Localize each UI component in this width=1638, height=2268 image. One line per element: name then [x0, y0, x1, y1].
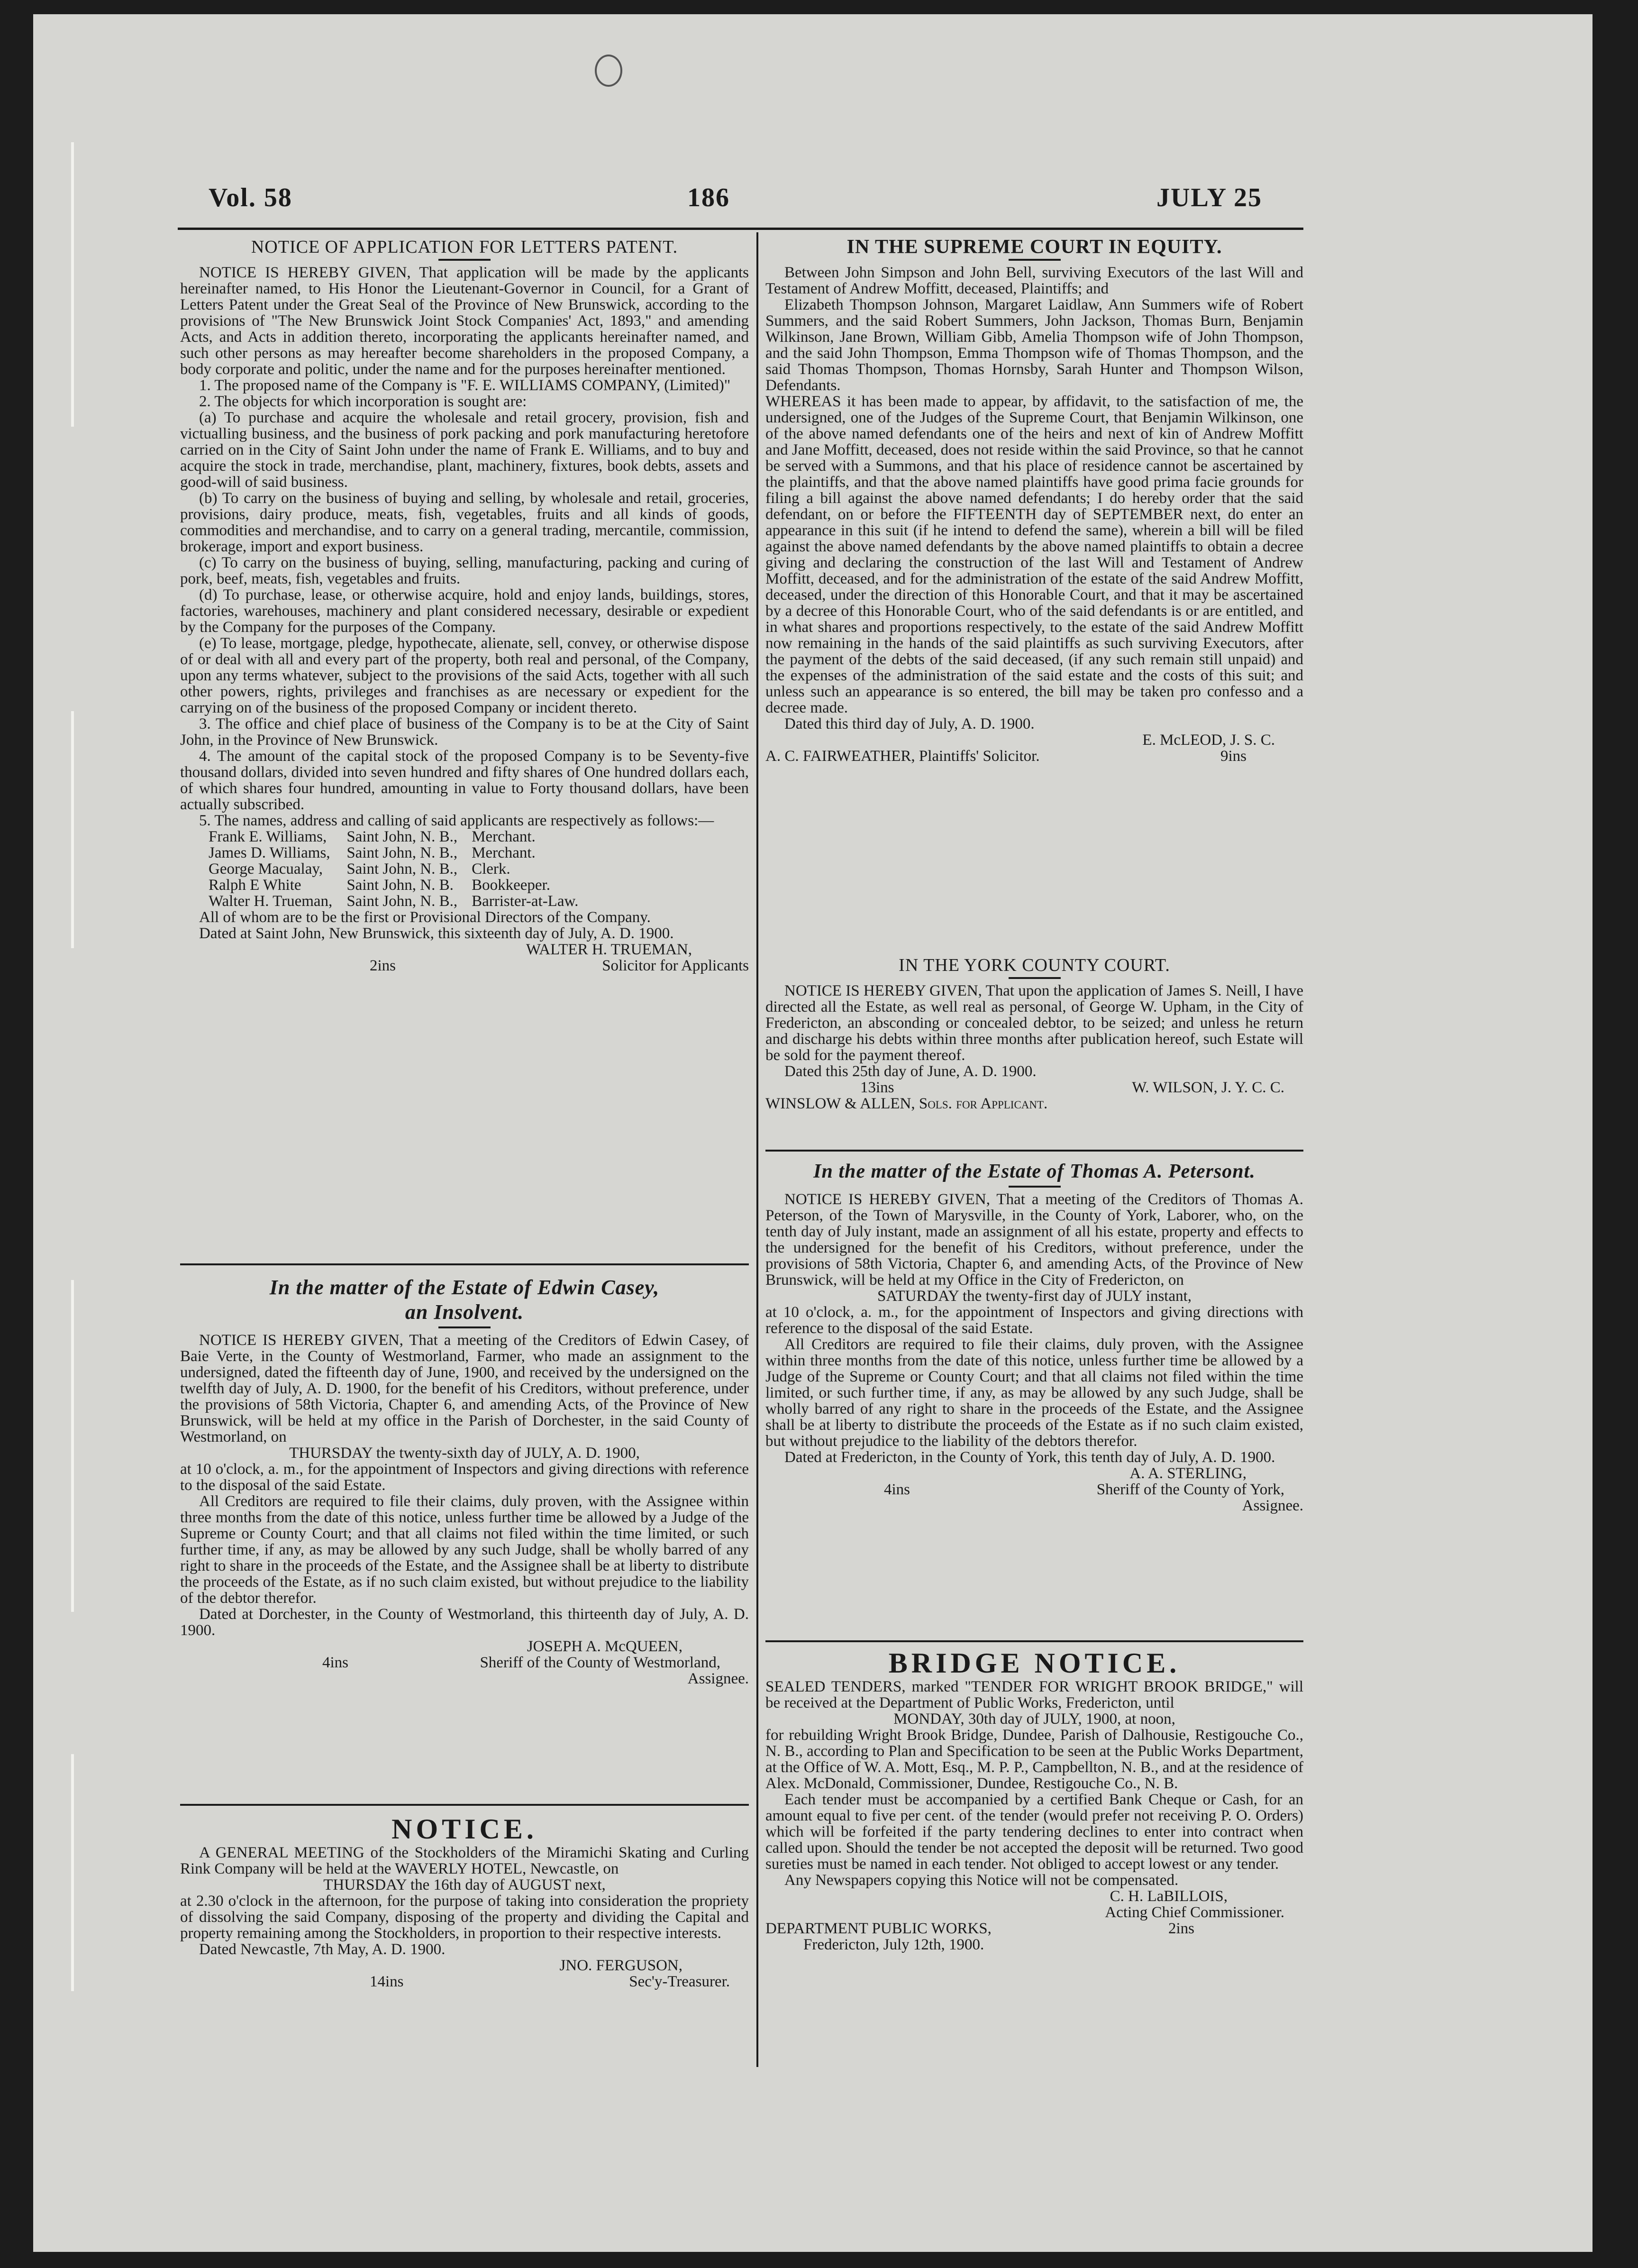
patent-object-e: (e) To lease, mortgage, pledge, hypothecate, alienate, sell, convey, or otherwise dispose of or deal with all and every part of the property, both real and personal, of the Company, upon any terms whatever, subject to the provisions of the said Acts, together with all such other powers, rights, privileges and franchises as are necessary or expedient for the carrying on of the business of the proposed Company or incident thereto. — [180, 635, 749, 716]
patent-item-5: 5. The names, address and calling of said applicants are respectively as follows:— — [199, 812, 714, 829]
patent-notice — [180, 237, 749, 1252]
patent-directors: All of whom are to be the first or Provisional Directors of the Company. — [199, 909, 651, 926]
applicant-calling: Merchant. — [472, 844, 536, 861]
insertion-count: 13ins — [860, 1079, 894, 1096]
peterson-signature-line — [765, 1482, 1303, 1498]
short-rule — [1009, 259, 1061, 261]
casey-signature-line — [180, 1655, 749, 1671]
applicant-name: Walter H. Trueman, — [209, 893, 333, 910]
insertion-count: 4ins — [322, 1654, 349, 1671]
binding-thread — [71, 1280, 74, 1612]
casey-title-1: In the matter of the Estate of Edwin Casey, — [269, 1276, 660, 1299]
section-rule — [180, 1804, 749, 1806]
applicant-name: Frank E. Williams, — [209, 828, 327, 845]
patent-object-a: (a) To purchase and acquire the wholesale and retail grocery, provision, fish and victualling business, and the business of pork packing and pork manufacturing heretofore carried on in the City of Saint John under the name of Frank E. Williams, and to buy and acquire the stock in trade, merchandise, plant, machinery, fixtures, book debts, assets and good-will of said business. — [180, 409, 749, 491]
applicants-table — [209, 829, 592, 909]
insertion-count: 2ins — [1168, 1920, 1194, 1937]
applicant-calling: Merchant. — [472, 828, 536, 845]
bridge-newspapers: Any Newspapers copying this Notice will not be compensated. — [784, 1872, 1179, 1889]
insertion-count: 14ins — [370, 1973, 404, 1990]
patent-signature-line — [180, 958, 749, 974]
notice-signature-line — [180, 1974, 749, 1990]
equity-dated: Dated this third day of July, A. D. 1900. — [784, 715, 1035, 732]
signer-role: Sheriff of the County of York, — [1096, 1481, 1284, 1498]
signer-role: Acting Chief Commissioner. — [1105, 1904, 1284, 1921]
applicant-name: Ralph E White — [209, 877, 301, 894]
applicant-place: Saint John, N. B., — [346, 893, 458, 910]
section-rule — [765, 1150, 1303, 1152]
binding-thread — [71, 711, 74, 948]
insertion-count: 4ins — [884, 1481, 910, 1498]
patent-item-4: 4. The amount of the capital stock of the proposed Company is to be Seventy-five thousand dollars, divided into seven hundred and fifty shares of One hundred dollars each, of which shares four hundred, amounting in value to Forty thousand dollars, have been actually subscribed. — [180, 748, 749, 813]
signer-role: Sec'y-Treasurer. — [629, 1973, 730, 1990]
bridge-department: DEPARTMENT PUBLIC WORKS, — [765, 1920, 992, 1937]
applicant-place: Saint John, N. B., — [346, 844, 458, 861]
equity-judge: E. McLEOD, J. S. C. — [1142, 732, 1275, 749]
applicant-name: James D. Williams, — [209, 844, 330, 861]
casey-intro: NOTICE IS HEREBY GIVEN, That a meeting of the Creditors of Edwin Casey, of Baie Verte, in the County of Westmorland, Farmer, who made an assignment to the undersigned, dated the fifteenth day of June, 1900, and received by the undersigned on the twelfth day of July, A. D. 1900, for the benefit of his Creditors, without preference, under the provisions of 58th Victoria, Chapter 6, and amending Acts, of the Province of New Brunswick, will be held at my office in the Parish of Dorchester, in the said County of Westmorland, on — [180, 1332, 749, 1445]
casey-time: at 10 o'clock, a. m., for the appointment of Inspectors and giving directions with reference to the disposal of the said Estate. — [180, 1461, 749, 1494]
applicant-place: Saint John, N. B., — [346, 860, 458, 878]
patent-item-1: 1. The proposed name of the Company is "F. E. WILLIAMS COMPANY, (Limited)" — [199, 377, 731, 394]
equity-signature-line — [765, 748, 1303, 764]
equity-plaintiffs: Between John Simpson and John Bell, surviving Executors of the last Will and Testament of Andrew Moffitt, deceased, Plaintiffs; and — [765, 264, 1303, 297]
casey-dated: Dated at Dorchester, in the County of Westmorland, this thirteenth day of July, A. D. 1900. — [180, 1606, 749, 1639]
notice-purpose: at 2.30 o'clock in the afternoon, for the purpose of taking into consideration the propriety of dissolving the said Company, disposing of the property and dividing the Capital and property remaining among the Stockholders, in proportion to their respective interests. — [180, 1893, 749, 1942]
signer-role: Solicitor for Applicants — [602, 957, 749, 974]
rink-notice — [180, 1813, 749, 2079]
applicant-row — [209, 845, 592, 861]
equity-defendants: Elizabeth Thompson Johnson, Margaret Laidlaw, Ann Summers wife of Robert Summers, and the said Robert Summers, John Jackson, Thomas Burn, Benjamin Wilkinson, Jane Brown, William Gibb, Amelia Thompson wife of John Thompson, and the said John Thompson, Emma Thompson wife of Thomas Thompson, and the said Thomas Thompson, Thomas Hornsby, Sarah Hunter and Thompson Wilson, Defendants. — [765, 296, 1303, 394]
equity-solicitor: A. C. FAIRWEATHER, Plaintiffs' Solicitor. — [765, 748, 1040, 765]
york-solicitors: WINSLOW & ALLEN, Sols. for Applicant. — [765, 1095, 1048, 1112]
applicant-calling: Barrister-at-Law. — [472, 893, 579, 910]
column-divider — [756, 232, 758, 2067]
casey-meeting-date: THURSDAY the twenty-sixth day of JULY, A. D. 1900, — [289, 1445, 640, 1462]
applicant-row — [209, 877, 592, 893]
insertion-count: 2ins — [370, 957, 396, 974]
patent-object-d: (d) To purchase, lease, or otherwise acquire, hold and enjoy lands, buildings, stores, factories, warehouses, machinery and plant considered necessary, desirable or expedient by the Company for the purposes of the Company. — [180, 586, 749, 636]
york-court-notice — [765, 955, 1303, 1112]
bridge-deadline: MONDAY, 30th day of JULY, 1900, at noon, — [893, 1710, 1175, 1728]
applicant-place: Saint John, N. B., — [346, 828, 458, 845]
york-body: NOTICE IS HEREBY GIVEN, That upon the application of James S. Neill, I have directed all the Estate, as well real as personal, of George W. Upham, in the City of Fredericton, an absconding or concealed debtor, to be seized; and unless he return and discharge his debts within three months after publication hereof, such Estate will be sold for the payment thereof. — [765, 982, 1303, 1064]
insertion-count: 9ins — [1220, 748, 1247, 765]
applicant-row — [209, 829, 592, 845]
bridge-intro: SEALED TENDERS, marked "TENDER FOR WRIGHT BROOK BRIDGE," will be received at the Department of Public Works, Fredericton, until — [765, 1678, 1303, 1711]
patent-dated: Dated at Saint John, New Brunswick, this sixteenth day of July, A. D. 1900. — [199, 925, 674, 942]
patent-item-2: 2. The objects for which incorporation is sought are: — [199, 393, 527, 410]
patent-title: NOTICE OF APPLICATION FOR LETTERS PATENT. — [251, 237, 678, 257]
peterson-title: In the matter of the Estate of Thomas A. Petersont. — [813, 1161, 1256, 1182]
applicant-calling: Bookkeeper. — [472, 877, 550, 894]
york-signature-line — [765, 1079, 1303, 1096]
section-rule — [765, 1640, 1303, 1642]
bridge-tender-terms: Each tender must be accompanied by a certified Bank Cheque or Cash, for an amount equal to five per cent. of the tender (would prefer not receiving P. O. Orders) which will be forfeited if the party tendering declines to enter into contract when called upon. Should the tender be not accepted the deposit will be returned. Two good sureties must be named in each tender. Not obliged to accept lowest or any tender. — [765, 1791, 1303, 1873]
casey-creditors: All Creditors are required to file their claims, duly proven, with the Assignee within three months from the date of this notice, unless further time be allowed by a Judge of the Supreme or County Court; and that all claims not filed within the time limited, or such further time, if any, as may be allowed by any such Judge, shall be wholly barred of any right to share in the proceeds of the Estate, and the Assignee shall be at liberty to distribute the proceeds of the Estate, as if no such claim existed, but without prejudice to the liability of the debtor therefor. — [180, 1493, 749, 1607]
peterson-meeting-date: SATURDAY the twenty-first day of JULY instant, — [877, 1288, 1192, 1305]
applicant-name: George Macualay, — [209, 860, 323, 878]
bridge-signer: C. H. LaBILLOIS, — [1110, 1888, 1228, 1905]
equity-title: IN THE SUPREME COURT IN EQUITY. — [846, 236, 1222, 258]
bridge-title: BRIDGE NOTICE. — [888, 1647, 1181, 1679]
applicant-row — [209, 893, 592, 909]
binding-thread — [71, 142, 74, 427]
peterson-creditors: All Creditors are required to file their claims, duly proven, with the Assignee within three months from the date of this notice, unless further time be allowed by a Judge of the Supreme or County Court; and that all claims not filed within the time limited, or such further time, if any, as may be allowed by any such Judge, shall be wholly barred of any right to share in the proceeds of the Estate, and the Assignee shall be at liberty to distribute the proceeds of the Estate as if no such claim existed, but without prejudice to the liability of the debtors therefor. — [765, 1336, 1303, 1450]
bridge-notice — [765, 1647, 1303, 1953]
short-rule — [438, 259, 491, 261]
notice-signer: JNO. FERGUSON, — [559, 1957, 682, 1974]
bridge-department-line — [765, 1920, 1303, 1937]
header-rule — [178, 228, 1303, 230]
page-number: 186 — [687, 183, 730, 212]
casey-title-2: an Insolvent. — [405, 1300, 524, 1324]
casey-notice — [180, 1275, 749, 1792]
signer-role-2: Assignee. — [687, 1670, 749, 1687]
applicant-row — [209, 861, 592, 877]
applicant-place: Saint John, N. B. — [346, 877, 454, 894]
peterson-signer: A. A. STERLING, — [1129, 1465, 1247, 1482]
short-rule — [1009, 977, 1061, 979]
notice-meeting-date: THURSDAY the 16th day of AUGUST next, — [323, 1876, 606, 1893]
peterson-dated: Dated at Fredericton, in the County of York, this tenth day of July, A. D. 1900. — [784, 1449, 1275, 1466]
peterson-intro: NOTICE IS HEREBY GIVEN, That a meeting of the Creditors of Thomas A. Peterson, of the Town of Marysville, in the County of York, Laborer, who, on the tenth day of July instant, made an assignment of all his estate, property and effects to the undersigned for the benefit of his Creditors, without preference, under the provisions of 58th Victoria, Chapter 6, and amending Acts, of the Province of New Brunswick, will be held at my Office in the City of Fredericton, on — [765, 1191, 1303, 1289]
peterson-notice — [765, 1159, 1303, 1514]
patent-item-3: 3. The office and chief place of business of the Company is to be at the City of Saint John, in the Province of New Brunswick. — [180, 715, 749, 749]
volume-number: Vol. 58 — [209, 183, 292, 212]
notice-intro: A GENERAL MEETING of the Stockholders of the Miramichi Skating and Curling Rink Company will be held at the WAVERLY HOTEL, Newcastle, on — [180, 1844, 749, 1877]
york-signer: W. WILSON, J. Y. C. C. — [1132, 1079, 1284, 1096]
short-rule — [1009, 1186, 1061, 1188]
notice-title: NOTICE. — [391, 1813, 537, 1845]
signer-role: Sheriff of the County of Westmorland, — [480, 1654, 720, 1671]
york-dated: Dated this 25th day of June, A. D. 1900. — [784, 1063, 1037, 1080]
patent-signer: WALTER H. TRUEMAN, — [526, 941, 692, 958]
patent-object-c: (c) To carry on the business of buying, selling, manufacturing, packing and curing of pork, beef, meats, fish, vegetables and fruits. — [180, 554, 749, 587]
york-title: IN THE YORK COUNTY COURT. — [899, 955, 1170, 975]
patent-intro: NOTICE IS HEREBY GIVEN, That application will be made by the applicants hereinafter named, to His Honor the Lieutenant-Governor in Council, for a Grant of Letters Patent under the Great Seal of the Province of New Brunswick, according to the provisions of "The New Brunswick Joint Stock Companies' Act, 1893," and amending Acts, and Acts in addition thereto, incorporating the applicants hereinafter named, and such other persons as may hereafter become shareholders in the proposed Company, a body corporate and politic, under the name and for the purposes hereinafter mentioned. — [180, 264, 749, 378]
peterson-time: at 10 o'clock, a. m., for the appointment of Inspectors and giving directions with reference to the disposal of the said Estate. — [765, 1304, 1303, 1337]
casey-signer: JOSEPH A. McQUEEN, — [527, 1638, 682, 1655]
applicant-calling: Clerk. — [472, 860, 510, 878]
punch-hole-mark — [595, 55, 622, 87]
section-rule — [180, 1263, 749, 1265]
binding-thread — [71, 1754, 74, 1991]
patent-object-b: (b) To carry on the business of buying and selling, by wholesale and retail, groceries, provisions, dairy produce, meats, fish, vegetables, fruits and all kinds of goods, commodities and merchandise, and to carry on a general trading, mercantile, commission, brokerage, import and export business. — [180, 490, 749, 555]
issue-date: JULY 25 — [1156, 183, 1263, 212]
bridge-place-date: Fredericton, July 12th, 1900. — [803, 1936, 984, 1953]
equity-order: WHEREAS it has been made to appear, by affidavit, to the satisfaction of me, the undersigned, one of the Judges of the Supreme Court, that Benjamin Wilkinson, one of the above named defendants one of the heirs and next of kin of Andrew Moffitt and Jane Moffitt, deceased, does not reside within the said Province, so that he cannot be served with a Summons, and that his place of residence cannot be ascertained by the plaintiffs, and that the above named plaintiffs have good prima facie grounds for filing a bill against the above named defendants; I do hereby order that the said defendant, on or before the FIFTEENTH day of SEPTEMBER next, do enter an appearance in this suit (if he intend to defend the same), wherein a bill will be filed against the above named defendants by the above named plaintiffs to obtain a decree giving and declaring the construction of the last Will and Testament of Andrew Moffitt, deceased, and for the administration of the estate of the said Andrew Moffitt, deceased, under the direction of this Honorable Court, and that it may be ascertained by a decree of this Honorable Court, who of the said defendants is or are entitled, and in what shares and proportions respectively, to the estate of the said Andrew Moffitt now remaining in the hands of the said plaintiffs as such surviving Executors, after the payment of the debts of the said deceased, (if any such remain still unpaid) and the expenses of the administration of the said estate and the costs of this suit; and unless such an appearance is so entered, the bill may be taken pro confesso and a decree made. — [765, 393, 1303, 716]
short-rule — [438, 1326, 491, 1328]
signer-role-2: Assignee. — [1242, 1497, 1303, 1514]
notice-dated: Dated Newcastle, 7th May, A. D. 1900. — [199, 1941, 446, 1958]
equity-notice — [765, 237, 1303, 764]
bridge-description: for rebuilding Wright Brook Bridge, Dundee, Parish of Dalhousie, Restigouche Co., N. B., according to Plan and Specification to be seen at the Public Works Department, at the Office of W. A. Mott, Esq., M. P. P., Campbellton, N. B., and at the residence of Alex. McDonald, Commissioner, Dundee, Restigouche Co., N. B. — [765, 1727, 1303, 1792]
